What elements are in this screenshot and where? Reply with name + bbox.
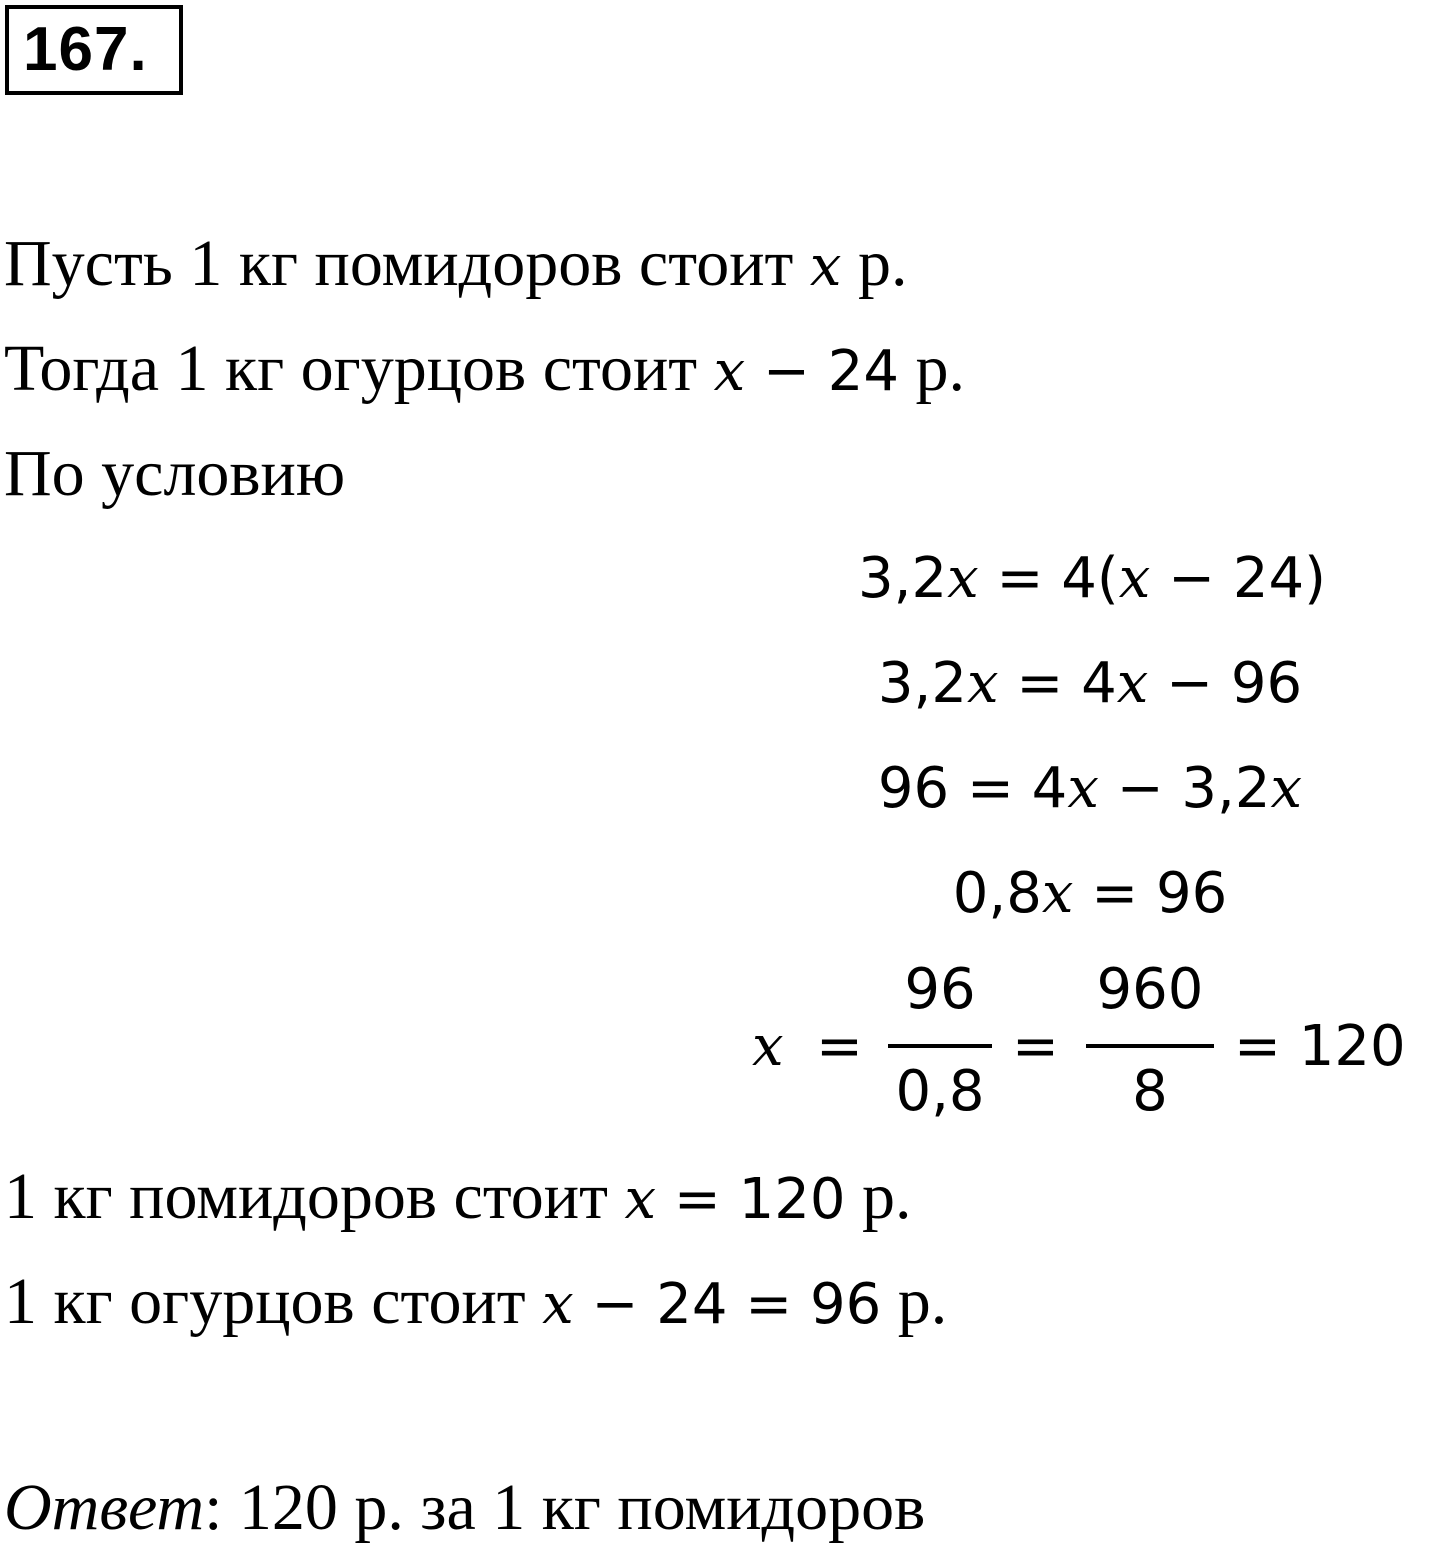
- result-cucumber: [4, 1264, 947, 1340]
- eq3-mid: − 3,2: [1098, 756, 1271, 821]
- var-x: x: [1118, 546, 1151, 611]
- equation-4: [590, 859, 1435, 929]
- var-x: x: [1067, 756, 1099, 821]
- eq2-coef: 3,2: [877, 651, 967, 716]
- var-x: x: [1270, 756, 1303, 821]
- line-by-condition: По условию: [4, 437, 346, 510]
- equation-1: [592, 544, 1435, 614]
- result-tomato-value: = 120: [656, 1167, 846, 1232]
- line-cucumber-price: [4, 331, 965, 407]
- eq2-mid: = 4: [998, 651, 1117, 716]
- var-x: x: [1116, 651, 1149, 716]
- fraction-2-denominator: 8: [1132, 1059, 1168, 1124]
- eq2-end: − 96: [1148, 651, 1303, 716]
- answer-colon: :: [204, 1471, 223, 1544]
- line-tomato-text: Пусть 1 кг помидоров стоит: [4, 227, 810, 300]
- result-cucumber-text: 1 кг огурцов стоит: [4, 1265, 543, 1338]
- fraction-1-denominator: 0,8: [895, 1059, 985, 1124]
- unit-rub: р.: [841, 227, 908, 300]
- problem-number: 167.: [23, 15, 148, 84]
- eq1-coef: 3,2: [858, 546, 948, 611]
- problem-number-box: [5, 5, 183, 95]
- eq3-start: 96 = 4: [877, 756, 1068, 821]
- fraction-1-bar: [888, 1044, 992, 1048]
- result-tomato: [4, 1159, 911, 1235]
- eq4-end: = 96: [1073, 861, 1228, 926]
- eq4-coef: 0,8: [952, 861, 1042, 926]
- result-cucumber-value: − 24 = 96: [573, 1272, 882, 1337]
- expr-minus-24: − 24: [745, 339, 900, 404]
- eq1-mid: = 4(: [978, 546, 1119, 611]
- fraction-1-numerator: 96: [904, 957, 976, 1022]
- eq1-end: − 24): [1150, 546, 1326, 611]
- var-x: x: [809, 234, 842, 299]
- equals-sign: =: [1012, 1014, 1059, 1079]
- equation-2: [590, 649, 1435, 719]
- answer-line: [4, 1470, 925, 1546]
- unit-rub: р.: [845, 1160, 912, 1233]
- var-x: x: [947, 546, 979, 611]
- eq5-result: = 120: [1234, 1014, 1406, 1079]
- fraction-2-numerator: 960: [1096, 957, 1204, 1022]
- unit-rub: р.: [881, 1265, 948, 1338]
- var-x: x: [966, 651, 999, 716]
- var-x: x: [752, 1014, 784, 1079]
- equals-sign: =: [816, 1014, 863, 1079]
- var-x: x: [624, 1167, 657, 1232]
- unit-rub: р.: [899, 332, 966, 405]
- var-x: x: [1041, 861, 1074, 926]
- result-tomato-text: 1 кг помидоров стоит: [4, 1160, 625, 1233]
- answer-label: Ответ: [4, 1471, 205, 1544]
- equation-3: [590, 754, 1435, 824]
- var-x: x: [713, 339, 746, 404]
- line-cucumber-text: Тогда 1 кг огурцов стоит: [4, 332, 714, 405]
- line-tomato-price: [4, 226, 907, 302]
- answer-text: 120 р. за 1 кг помидоров: [222, 1471, 926, 1544]
- var-x: x: [542, 1272, 574, 1337]
- fraction-2-bar: [1086, 1044, 1214, 1048]
